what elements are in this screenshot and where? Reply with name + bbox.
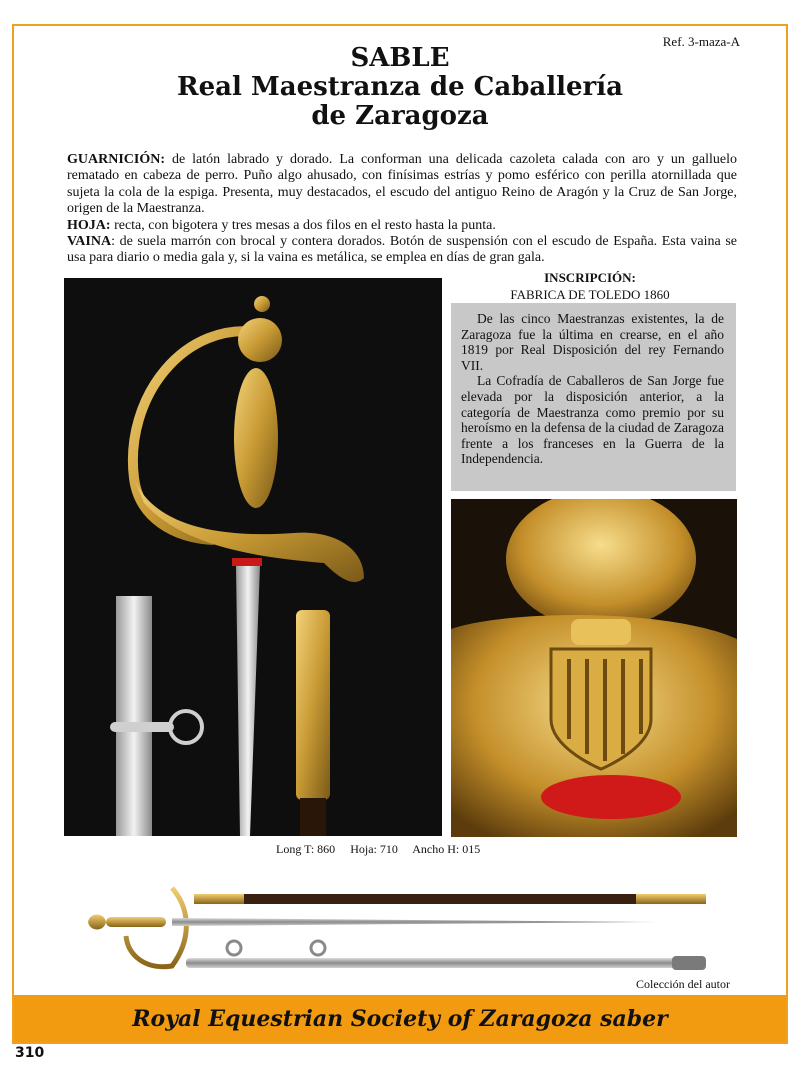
footer-banner xyxy=(14,995,786,1042)
measure-width: Ancho H: 015 xyxy=(412,842,481,856)
history-paragraph-2: La Cofradía de Caballeros de San Jorge fue elevada por la disposición anterior, a la categoría de Maestranza como premio por su heroísmo en la defensa de la ciudad de Zaragoza frente a los franceses en la Guerra de la Independencia. xyxy=(461,373,724,467)
title-line-1: SABLE xyxy=(350,43,450,73)
banner-text: Royal Equestrian Society of Zaragoza saber xyxy=(132,1005,668,1032)
measure-length: Long T: 860 xyxy=(276,842,336,856)
photo-credit: Colección del autor xyxy=(636,977,730,991)
hoja-label: HOJA: xyxy=(67,217,111,233)
inscription-label: INSCRIPCIÓN: xyxy=(544,270,636,285)
title-line-3: de Zaragoza xyxy=(311,101,489,131)
hoja-text: recta, con bigotera y tres mesas a dos filos en el resto hasta la punta. xyxy=(110,217,496,233)
guard-detail-photo xyxy=(451,499,737,837)
sword-main-photo xyxy=(64,278,442,836)
guarnicion-text: de latón labrado y dorado. La conforman una delicada cazoleta calada con aro y un galluelo rematado en cabeza de perro. Puño algo ahusado, con finísimas estrías y pomo esférico con perilla atornillada que sujeta la cola de la espiga. Presenta, muy destacados, el escudo del antiguo Reino de Aragón y la Cruz de San Jorge, origen de la Maestranza. xyxy=(67,152,737,217)
guarnicion-label: GUARNICIÓN: xyxy=(67,152,165,167)
description xyxy=(67,152,737,267)
history-box xyxy=(451,303,736,491)
inscription-text: FABRICA DE TOLEDO 1860 xyxy=(510,287,670,302)
sword-full-photo xyxy=(76,876,716,976)
history-paragraph-1: De las cinco Maestranzas existentes, la de Zaragoza fue la última en crearse, en el año 1819 por Real Disposición del rey Fernando VII. xyxy=(461,311,724,373)
page-title xyxy=(100,44,700,131)
vaina-text: : de suela marrón con brocal y contera dorados. Botón de suspensión con el escudo de España. Esta vaina se usa para diario o media gala y, si la vaina es metálica, se emplea en días de gran gala. xyxy=(67,234,737,266)
vaina-label: VAINA xyxy=(67,234,112,250)
measure-blade: Hoja: 710 xyxy=(350,842,398,856)
title-line-2: Real Maestranza de Caballería xyxy=(177,72,623,102)
page-number: 310 xyxy=(15,1045,45,1061)
reference-code: Ref. 3-maza-A xyxy=(662,34,740,49)
measurements xyxy=(276,842,536,857)
